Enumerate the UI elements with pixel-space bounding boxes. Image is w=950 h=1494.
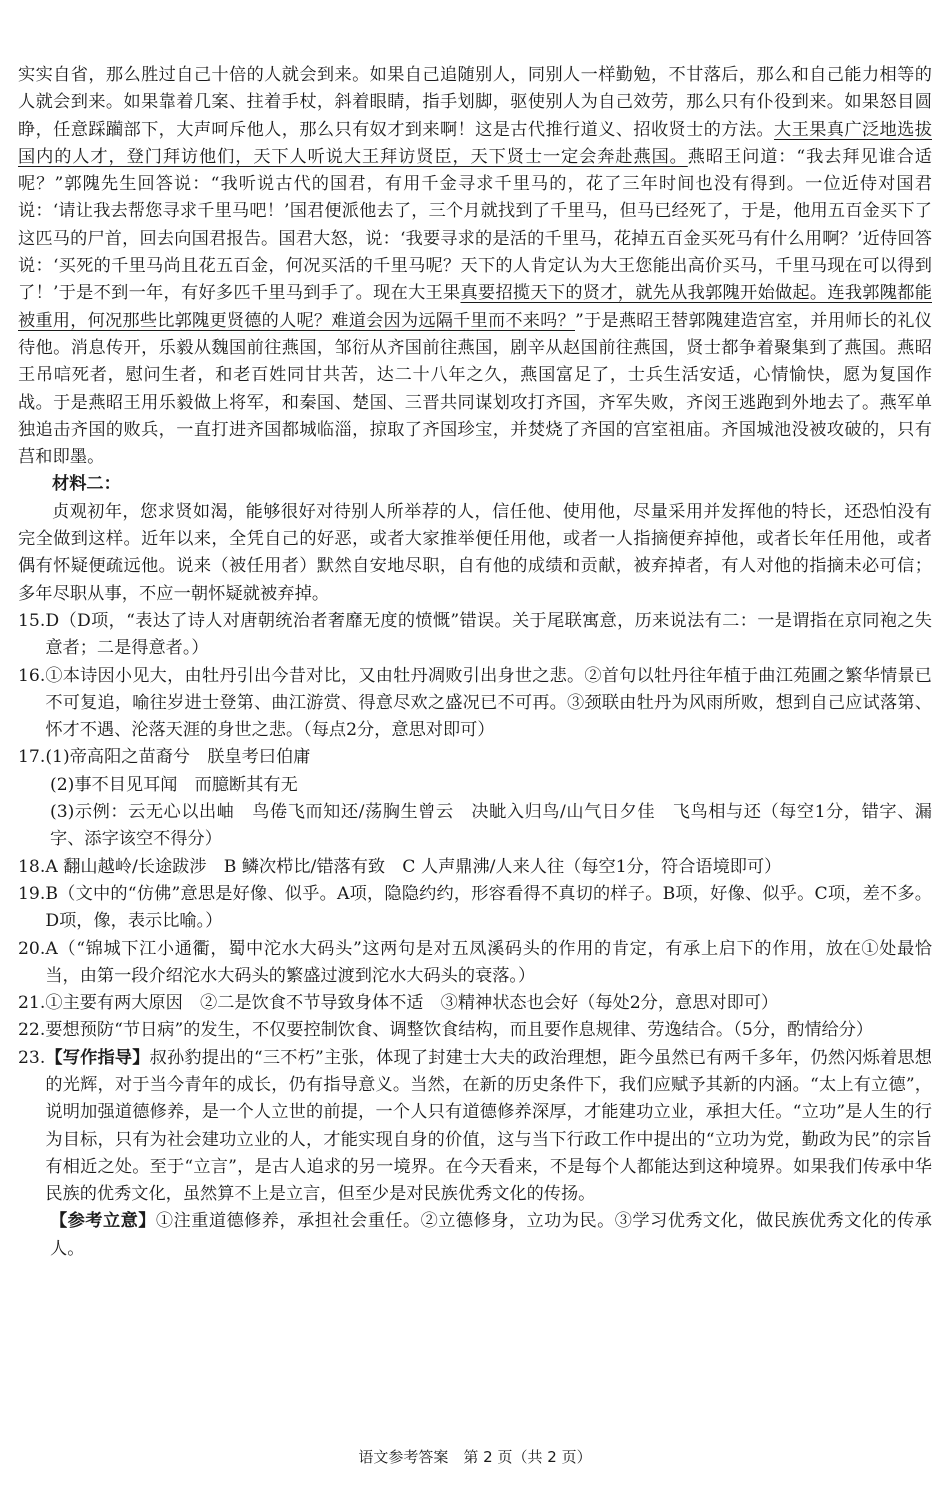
- reference-theme: [18, 1208, 932, 1263]
- answer-number: 20.: [18, 938, 46, 959]
- writing-guide-label: 【写作指导】: [45, 1047, 150, 1068]
- answer-item: [18, 608, 932, 663]
- answer-text: A（“锦城下江小通衢，蜀中沱水大码头”这两句是对五凤溪码头的作用的肯定，有承上启下的作用，放在①处最恰当，由第一段介绍沱水大码头的繁盛过渡到沱水大码头的衰落。）: [45, 938, 932, 986]
- passage-text-2: 燕昭王问道：“我去拜见谁合适呢？”郭隗先生回答说：“我听说古代的国君，有用千金寻求千里马的，花了三年时间也没有得到。一位近侍对国君说：‘请让我去帮您寻求千里马吧！’国君便派他去了，三个月就找到了千里马，但马已经死了，于是，他用五百金买下了这匹马的尸首，回去向国君报告。国君大怒，说：‘我要寻求的是活的千里马，花掉五百金买死马有什么用啊？’近侍回答说：‘买死的千里马尚且花五百金，何况买活的千里马呢？天下的人肯定认为大王您能出高价买马，千里马现在可以得到了！’于是不到一年，有好多匹千里马到手了。现在大王果: [18, 146, 932, 304]
- answer-text: A 翻山越岭/长途跋涉 B 鳞次栉比/错落有致 C 人声鼎沸/人来人往（每空1分，符合语境即可）: [45, 856, 782, 877]
- underlined-sentence-1: 大王果真广泛地选拔国内的人才，登门拜访他们，天下人听说大王拜访贤臣，天下贤士一定会奔赴燕国。: [18, 119, 932, 167]
- answer-page: [18, 62, 932, 1263]
- answer-text: 要想预防“节日病”的发生，不仅要控制饮食、调整饮食结构，而且要作息规律、劳逸结合。（5分，酌情给分）: [45, 1020, 874, 1041]
- page-footer: 语文参考答案 第 2 页（共 2 页）: [358, 1448, 592, 1466]
- answer-number: 17.: [18, 747, 46, 768]
- reference-theme-text: ①注重道德修养，承担社会重任。②立德修身，立功为民。③学习优秀文化，做民族优秀文化的传承人。: [50, 1211, 932, 1259]
- passage-text-1: 实实自省，那么胜过自己十倍的人就会到来。如果自己追随别人，同别人一样勤勉，不甘落后，那么和自己能力相等的人就会到来。如果靠着几案、拄着手杖，斜着眼睛，指手划脚，驱使别人为自己效劳，那么只有仆役到来。如果怒目圆睁，任意踩躏部下，大声呵斥他人，那么只有奴才到来啊！这是古代推行道义、招收贤士的方法。: [18, 65, 932, 140]
- answer-number: 15.: [18, 610, 46, 631]
- answer-text: ①主要有两大原因 ②二是饮食不节导致身体不适 ③精神状态也会好（每处2分，意思对即可）: [45, 993, 779, 1014]
- answer-item: [18, 854, 932, 881]
- answer-number: 18.: [18, 856, 46, 877]
- passage-text-3: ”于是燕昭王替郭隗建造宫室，并用师长的礼仪待他。消息传开，乐毅从魏国前往燕国，邹衍从齐国前往燕国，剧辛从赵国前往燕国，贤士都争着聚集到了燕国。燕昭王吊唁死者，慰问生者，和老百姓同甘共苦，达二十八年之久，燕国富足了，士兵生活安适，心情愉快，愿为复国作战。于是燕昭王用乐毅做上将军，和秦国、楚国、三晋共同谋划攻打齐国，齐军失败，齐闵王逃跑到外地去了。燕军单独追击齐国的败兵，一直打进齐国都城临淄，掠取了齐国珍宝，并焚烧了齐国的宫室祖庙。齐国城池没被攻破的，只有莒和即墨。: [18, 310, 933, 468]
- answer-item: [18, 663, 932, 745]
- answer-17-line-3: (3)示例：云无心以出岫 鸟倦飞而知还/荡胸生曾云 决眦入归鸟/山气日夕佳 飞鸟相与还（每空1分，错字、漏字、添字该空不得分）: [50, 802, 932, 850]
- answer-23: [18, 1045, 932, 1209]
- answer-text: (1)帝高阳之苗裔兮 朕皇考曰伯庸: [45, 747, 311, 768]
- answer-item: [18, 881, 932, 936]
- reference-theme-label: 【参考立意】: [50, 1211, 156, 1232]
- answer-text: [45, 1045, 932, 1209]
- answer-item: [18, 936, 932, 991]
- writing-guide-text: 叔孙豹提出的“三不朽”主张，体现了封建士大夫的政治理想，距今虽然已有两千多年，仍然闪烁着思想的光辉，对于当今青年的成长，仍有指导意义。当然，在新的历史条件下，我们应赋予其新的内涵。“太上有立德”，说明加强道德修养，是一个人立世的前提，一个人只有道德修养深厚，才能建功立业，承担大任。“立功”是人生的行为目标，只有为社会建功立业的人，才能实现自身的价值，这与当下行政工作中提出的“立功为党，勤政为民”的宗旨有相近之处。至于“立言”，是古人追求的另一境界。在今天看来，不是每个人都能达到这种境界。如果我们传承中华民族的优秀文化，虽然算不上是立言，但至少是对民族优秀文化的传扬。: [45, 1047, 932, 1205]
- answer-item: [18, 1017, 932, 1044]
- material-2-text: 贞观初年，您求贤如渴，能够很好对待别人所举荐的人，信任他、使用他，尽量采用并发挥他的特长，还恐怕没有完全做到这样。近年以来，全凭自己的好恶，或者大家推举便任用他，或者一人指摘便弃掉他，或者长年任用他，或者偶有怀疑便疏远他。说来（被任用者）默然自安地尽职，自有他的成绩和贡献，被弃掉者，有人对他的指摘未必可信；多年尽职从事，不应一朝怀疑就被弃掉。: [18, 501, 932, 604]
- underlined-sentence-2: 真要招揽天下的贤才，就先从我郭隗开始做起。连我郭隗都能被重用，何况那些比郭隗更贤德的人呢？难道会因为远隔千里而不来吗？: [18, 283, 932, 331]
- answer-text: D（D项，“表达了诗人对唐朝统治者奢靡无度的愤慨”错误。关于尾联寓意，历来说法有二：一是谓指在京同袍之失意者；二是得意者。）: [45, 610, 932, 659]
- passage-translation: [18, 62, 932, 471]
- answer-17-line-2: (2)事不目见耳闻 而臆断其有无: [50, 774, 298, 795]
- answer-number: 19.: [18, 883, 46, 904]
- answer-number: 22.: [18, 1020, 46, 1041]
- answer-item: [18, 744, 932, 771]
- answer-text: B（文中的“仿佛”意思是好像、似乎。A项，隐隐约约，形容看得不真切的样子。B项，好像、似乎。C项，差不多。D项，像，表示比喻。）: [45, 883, 932, 932]
- answer-number: 23.: [18, 1047, 46, 1068]
- answer-text: ①本诗因小见大，由牡丹引出今昔对比，又由牡丹凋败引出身世之悲。②首句以牡丹往年植于曲江苑圃之繁华情景已不可复追，喻往岁进士登第、曲江游赏、得意尽欢之盛况已不可再。③颈联由牡丹为风雨所败，想到自己应试落第、怀才不遇、沦落天涯的身世之悲。（每点2分，意思对即可）: [45, 665, 932, 741]
- answer-number: 21.: [18, 993, 46, 1014]
- answer-number: 16.: [18, 665, 46, 686]
- material-2-heading: 材料二：: [52, 474, 121, 495]
- answer-item: [18, 990, 932, 1017]
